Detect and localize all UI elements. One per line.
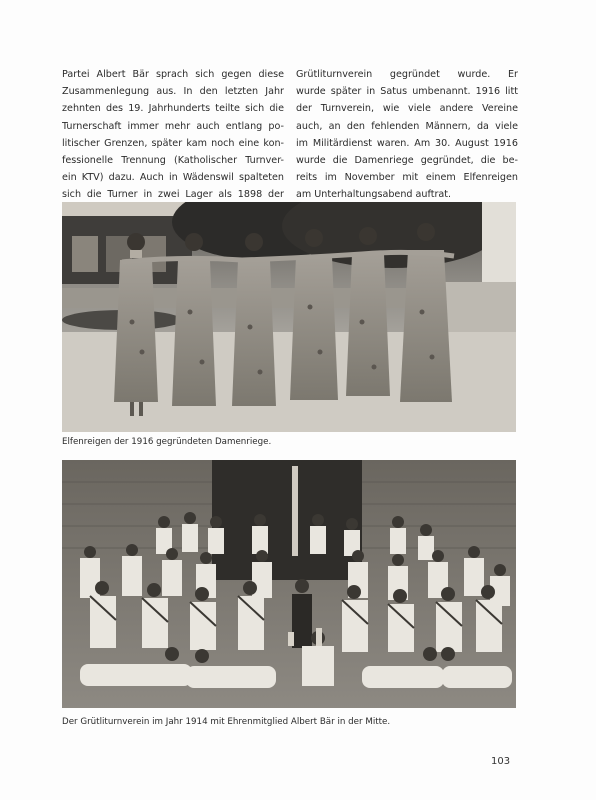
right-column [296, 66, 518, 204]
text-line: Partei Albert Bär sprach sich gegen diese [62, 69, 284, 80]
photo-damenriege-caption: Elfenreigen der 1916 gegründeten Damenriege. [62, 437, 272, 447]
text-line: wurde später in Satus umbenannt. 1916 litt [296, 86, 518, 98]
text-line: reits im November mit einem Elfenreigen [296, 172, 518, 184]
left-column [62, 66, 284, 204]
text-line: sich die Turner in zwei Lager als 1898 der [62, 189, 284, 201]
text-line: ein KTV) dazu. Auch in Wädenswil spalteten [62, 172, 284, 184]
text-line: im Militärdienst waren. Am 30. August 1916 [296, 137, 518, 149]
text-line: litischer Grenzen, später kam noch eine kon- [62, 137, 284, 149]
body-text [62, 66, 518, 201]
text-line: Grütliturnverein gegründet wurde. Er [296, 69, 518, 80]
text-line: der Turnverein, wie viele andere Vereine [296, 103, 518, 115]
text-line: Turnerschaft immer mehr auch entlang po- [62, 120, 284, 132]
text-line: fessionelle Trennung (Katholischer Turnver- [62, 155, 284, 167]
photo-damenriege-image [62, 202, 516, 432]
text-line: Zusammenlegung aus. In den letzten Jahr [62, 86, 284, 98]
text-line: wurde die Damenriege gegründet, die be- [296, 155, 518, 167]
photo-gruetliturnverein-caption: Der Grütliturnverein im Jahr 1914 mit Ehrenmitglied Albert Bär in der Mitte. [62, 717, 391, 727]
photo-damenriege [62, 202, 516, 432]
text-line: zehnten des 19. Jahrhunderts teilte sich die [62, 103, 284, 115]
text-line: am Unterhaltungsabend auftrat. [296, 189, 452, 201]
text-line: auch, an den fehlenden Männern, da viele [296, 120, 518, 132]
photo-gruetliturnverein [62, 460, 516, 708]
photo-gruetliturnverein-image [62, 460, 516, 708]
page-number: 103 [491, 756, 511, 767]
